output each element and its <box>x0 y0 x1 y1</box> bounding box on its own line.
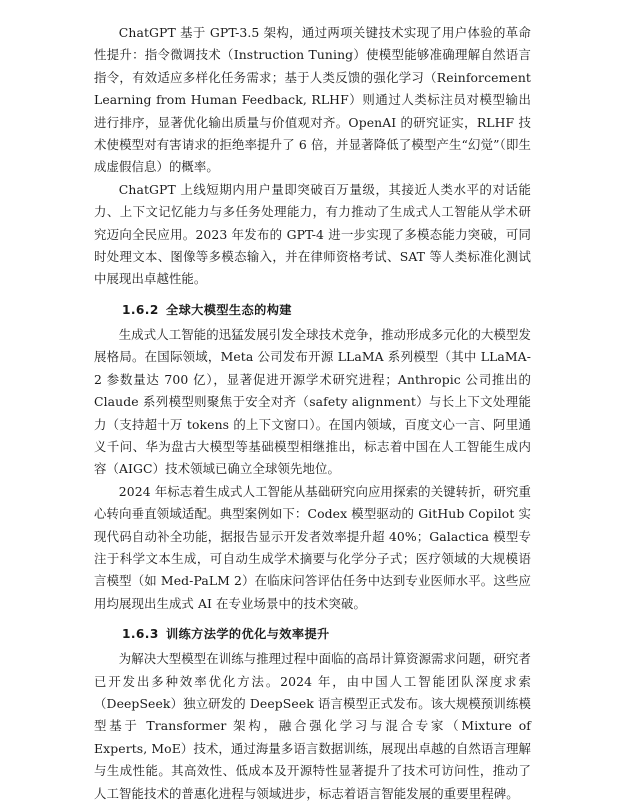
section-heading-1-6-3 <box>94 623 531 645</box>
page-body <box>94 22 531 805</box>
paragraph-chatgpt-impact: ChatGPT 上线短期内用户量即突破百万量级，其接近人类水平的对话能力、上下文记忆能力与多任务处理能力，有力推动了生成式人工智能从学术研究迈向全民应用。2023 年发布的 GPT-4 进一步实现了多模态能力突破，可同时处理文本、图像等多模态输入，并在律师资格考试、SAT 等人类标准化测试中展现出卓越性能。 <box>94 181 531 287</box>
section-number: 1.6.2 <box>122 302 159 317</box>
section-number: 1.6.3 <box>122 627 159 642</box>
paragraph-efficiency-deepseek: 为解决大型模型在训练与推理过程中面临的高昂计算资源需求问题，研究者已开发出多种效率优化方法。2024 年，由中国人工智能团队深度求索（DeepSeek）独立研发的 DeepSeek 语言模型正式发布。该大规模预训练模型基于 Transformer 架构，融合强化学习与混合专家（Mixture of Experts, MoE）技术，通过海量多语言数据训练，展现出卓越的自然语言理解与生成性能。其高效性、低成本及开源特性显著提升了技术可访问性，推动了人工智能技术的普惠化进程与领域进步，标志着语言智能发展的重要里程碑。 <box>94 651 531 801</box>
section-title: 全球大模型生态的构建 <box>166 302 292 317</box>
paragraph-global-ecosystem: 生成式人工智能的迅猛发展引发全球技术竞争，推动形成多元化的大模型发展格局。在国际领域，Meta 公司发布开源 LLaMA 系列模型（其中 LLaMA-2 参数量达 700 亿），显著促进开源学术研究进程；Anthropic 公司推出的 Claude 系列模型则聚焦于安全对齐（safety alignment）与长上下文处理能力（支持超十万 tokens 的上下文窗口）。在国内领域，百度文心一言、阿里通义千问、华为盘古大模型等基础模型相继推出，标志着中国在人工智能生成内容（AIGC）技术领域已确立全球领先地位。 <box>94 326 531 477</box>
section-heading-1-6-2 <box>94 299 531 321</box>
paragraph-chatgpt-techniques: ChatGPT 基于 GPT-3.5 架构，通过两项关键技术实现了用户体验的革命性提升：指令微调技术（Instruction Tuning）使模型能够准确理解自然语言指令，有效适应多样化任务需求；基于人类反馈的强化学习（Reinforcement Learning from Human Feedback, RLHF）则通过人类标注员对模型输出进行排序，显著优化输出质量与价值观对齐。OpenAI 的研究证实，RLHF 技术使模型对有害请求的拒绝率提升了 6 倍，并显著降低了模型产生“幻觉”（即生成虚假信息）的概率。 <box>94 25 531 175</box>
paragraph-vertical-applications: 2024 年标志着生成式人工智能从基础研究向应用探索的关键转折，研究重心转向垂直领域适配。典型案例如下：Codex 模型驱动的 GitHub Copilot 实现代码自动补全功能，据报告显示开发者效率提升超 40%；Galactica 模型专注于科学文本生成，可自动生成学术摘要与化学分子式；医疗领域的大规模语言模型（如 Med-PaLM 2）在临床问答评估任务中达到专业医师水平。这些应用均展现出生成式 AI 在专业场景中的技术突破。 <box>94 483 531 611</box>
section-title: 训练方法学的优化与效率提升 <box>166 627 330 642</box>
